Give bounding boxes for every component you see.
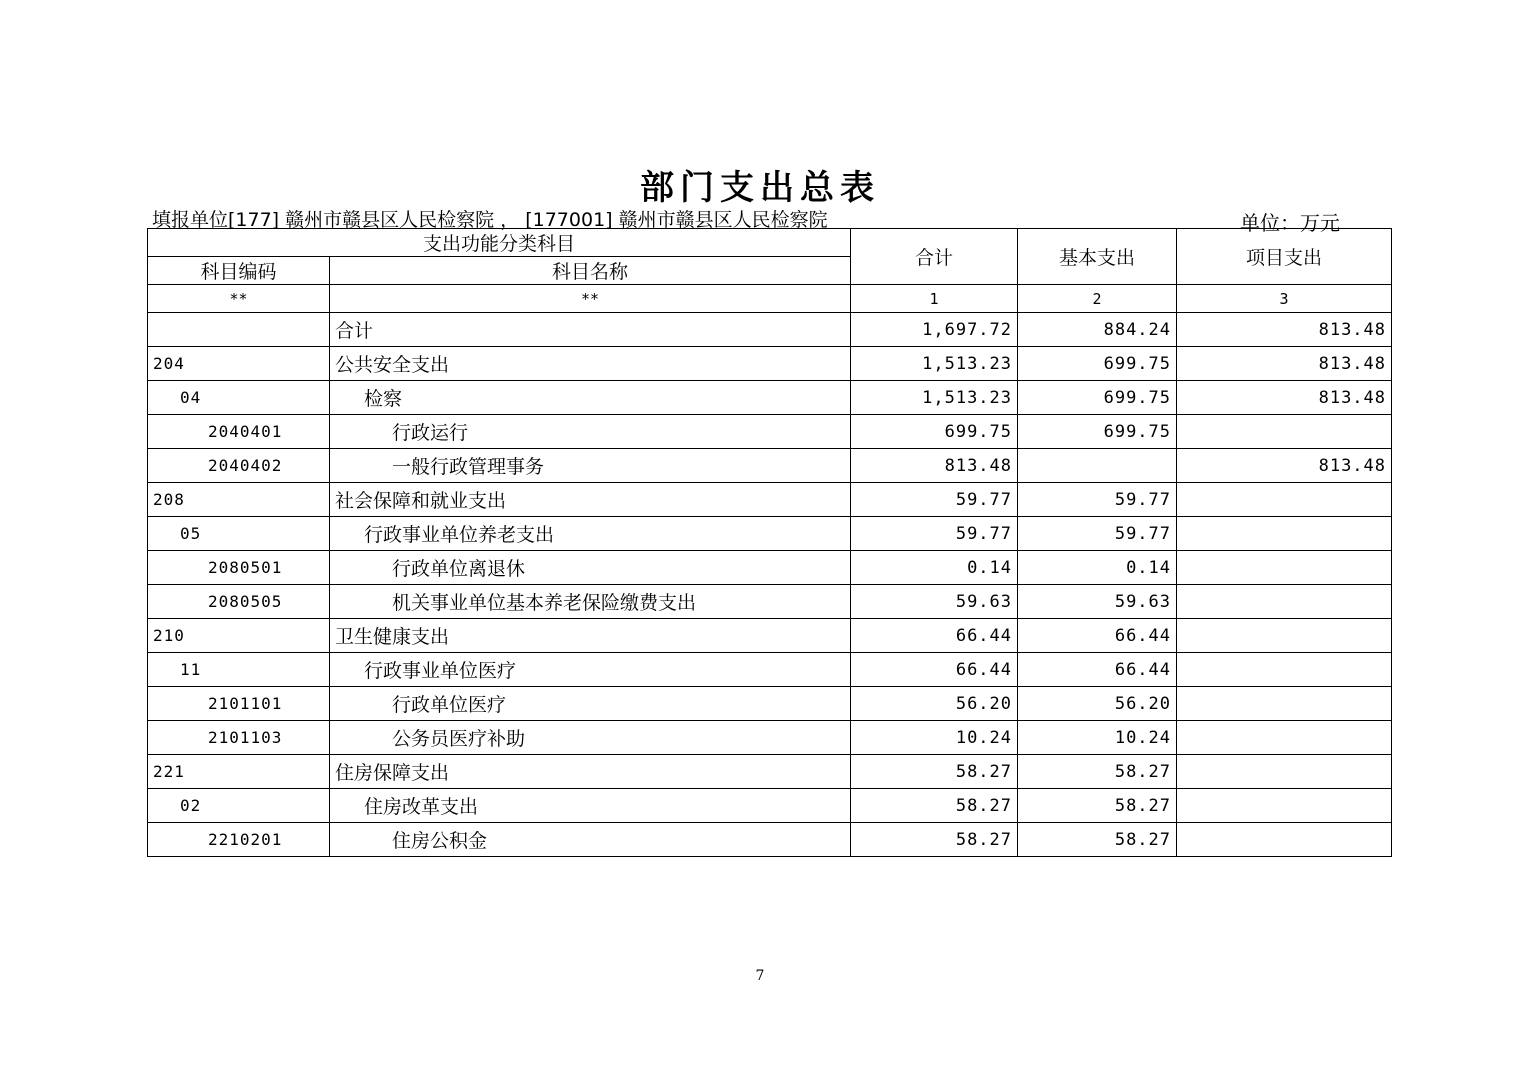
row-total: 56.20 [851, 687, 1018, 721]
row-name: 合计 [330, 313, 851, 347]
table-row [148, 517, 1392, 551]
row-project [1177, 687, 1392, 721]
row-code: 2080505 [148, 585, 330, 619]
index-basic: 2 [1018, 285, 1177, 313]
row-project: 813.48 [1177, 449, 1392, 483]
row-project: 813.48 [1177, 347, 1392, 381]
row-basic: 56.20 [1018, 687, 1177, 721]
row-project [1177, 653, 1392, 687]
row-basic: 699.75 [1018, 381, 1177, 415]
row-total: 58.27 [851, 755, 1018, 789]
row-total: 59.63 [851, 585, 1018, 619]
row-project [1177, 721, 1392, 755]
row-code: 2080501 [148, 551, 330, 585]
table-row [148, 381, 1392, 415]
table-row [148, 619, 1392, 653]
filing-unit: 填报单位[177] 赣州市赣县区人民检察院 ， [177001] 赣州市赣县区人民检察院 [152, 209, 828, 231]
row-code: 2210201 [148, 823, 330, 857]
row-basic: 10.24 [1018, 721, 1177, 755]
row-code: 204 [148, 347, 330, 381]
row-project: 813.48 [1177, 313, 1392, 347]
header-category-group: 支出功能分类科目 [148, 229, 851, 257]
row-basic: 0.14 [1018, 551, 1177, 585]
row-code: 210 [148, 619, 330, 653]
table-row [148, 789, 1392, 823]
row-total: 10.24 [851, 721, 1018, 755]
table-row [148, 755, 1392, 789]
header-total: 合计 [851, 229, 1018, 285]
row-basic: 66.44 [1018, 653, 1177, 687]
row-basic: 59.77 [1018, 483, 1177, 517]
index-name: ** [330, 285, 851, 313]
row-basic: 66.44 [1018, 619, 1177, 653]
table-row [148, 449, 1392, 483]
table-row [148, 823, 1392, 857]
row-project [1177, 517, 1392, 551]
header-project: 项目支出 [1177, 229, 1392, 285]
row-name: 行政单位医疗 [330, 687, 851, 721]
row-basic: 884.24 [1018, 313, 1177, 347]
row-name: 卫生健康支出 [330, 619, 851, 653]
row-project [1177, 551, 1392, 585]
row-name: 检察 [330, 381, 851, 415]
row-total: 1,697.72 [851, 313, 1018, 347]
table-row [148, 415, 1392, 449]
row-total: 699.75 [851, 415, 1018, 449]
row-project [1177, 823, 1392, 857]
index-code: ** [148, 285, 330, 313]
row-name: 行政运行 [330, 415, 851, 449]
header-row-1 [148, 229, 1392, 257]
row-name: 住房公积金 [330, 823, 851, 857]
row-name: 社会保障和就业支出 [330, 483, 851, 517]
index-project: 3 [1177, 285, 1392, 313]
row-basic: 699.75 [1018, 415, 1177, 449]
row-name: 行政单位离退休 [330, 551, 851, 585]
table-row [148, 347, 1392, 381]
row-project [1177, 755, 1392, 789]
header-name: 科目名称 [330, 257, 851, 285]
row-name: 行政事业单位医疗 [330, 653, 851, 687]
row-total: 66.44 [851, 653, 1018, 687]
row-name: 行政事业单位养老支出 [330, 517, 851, 551]
row-project [1177, 483, 1392, 517]
row-name: 机关事业单位基本养老保险缴费支出 [330, 585, 851, 619]
table-row [148, 585, 1392, 619]
row-project: 813.48 [1177, 381, 1392, 415]
table-row [148, 687, 1392, 721]
row-basic: 58.27 [1018, 823, 1177, 857]
row-basic: 699.75 [1018, 347, 1177, 381]
row-total: 0.14 [851, 551, 1018, 585]
table-row [148, 313, 1392, 347]
row-basic [1018, 449, 1177, 483]
row-total: 58.27 [851, 789, 1018, 823]
row-total: 66.44 [851, 619, 1018, 653]
row-name: 住房改革支出 [330, 789, 851, 823]
row-code: 05 [148, 517, 330, 551]
row-code: 2040401 [148, 415, 330, 449]
row-code: 2040402 [148, 449, 330, 483]
row-code: 2101101 [148, 687, 330, 721]
row-total: 58.27 [851, 823, 1018, 857]
table-row [148, 551, 1392, 585]
row-code: 11 [148, 653, 330, 687]
row-basic: 58.27 [1018, 755, 1177, 789]
row-code [148, 313, 330, 347]
row-total: 813.48 [851, 449, 1018, 483]
row-name: 公务员医疗补助 [330, 721, 851, 755]
row-project [1177, 585, 1392, 619]
page-number: 7 [755, 968, 765, 984]
row-total: 59.77 [851, 517, 1018, 551]
row-total: 59.77 [851, 483, 1018, 517]
row-total: 1,513.23 [851, 347, 1018, 381]
row-name: 一般行政管理事务 [330, 449, 851, 483]
row-basic: 59.63 [1018, 585, 1177, 619]
table-row [148, 483, 1392, 517]
row-code: 208 [148, 483, 330, 517]
row-basic: 58.27 [1018, 789, 1177, 823]
page-title: 部门支出总表 [640, 168, 880, 208]
row-total: 1,513.23 [851, 381, 1018, 415]
row-code: 2101103 [148, 721, 330, 755]
row-project [1177, 619, 1392, 653]
header-basic: 基本支出 [1018, 229, 1177, 285]
row-name: 公共安全支出 [330, 347, 851, 381]
index-total: 1 [851, 285, 1018, 313]
row-code: 04 [148, 381, 330, 415]
expenditure-table [147, 228, 1392, 857]
table-row [148, 653, 1392, 687]
currency-unit: 单位：万元 [1240, 211, 1340, 235]
header-code: 科目编码 [148, 257, 330, 285]
row-name: 住房保障支出 [330, 755, 851, 789]
row-code: 221 [148, 755, 330, 789]
row-code: 02 [148, 789, 330, 823]
table-row [148, 721, 1392, 755]
row-project [1177, 789, 1392, 823]
header-index-row [148, 285, 1392, 313]
row-basic: 59.77 [1018, 517, 1177, 551]
row-project [1177, 415, 1392, 449]
